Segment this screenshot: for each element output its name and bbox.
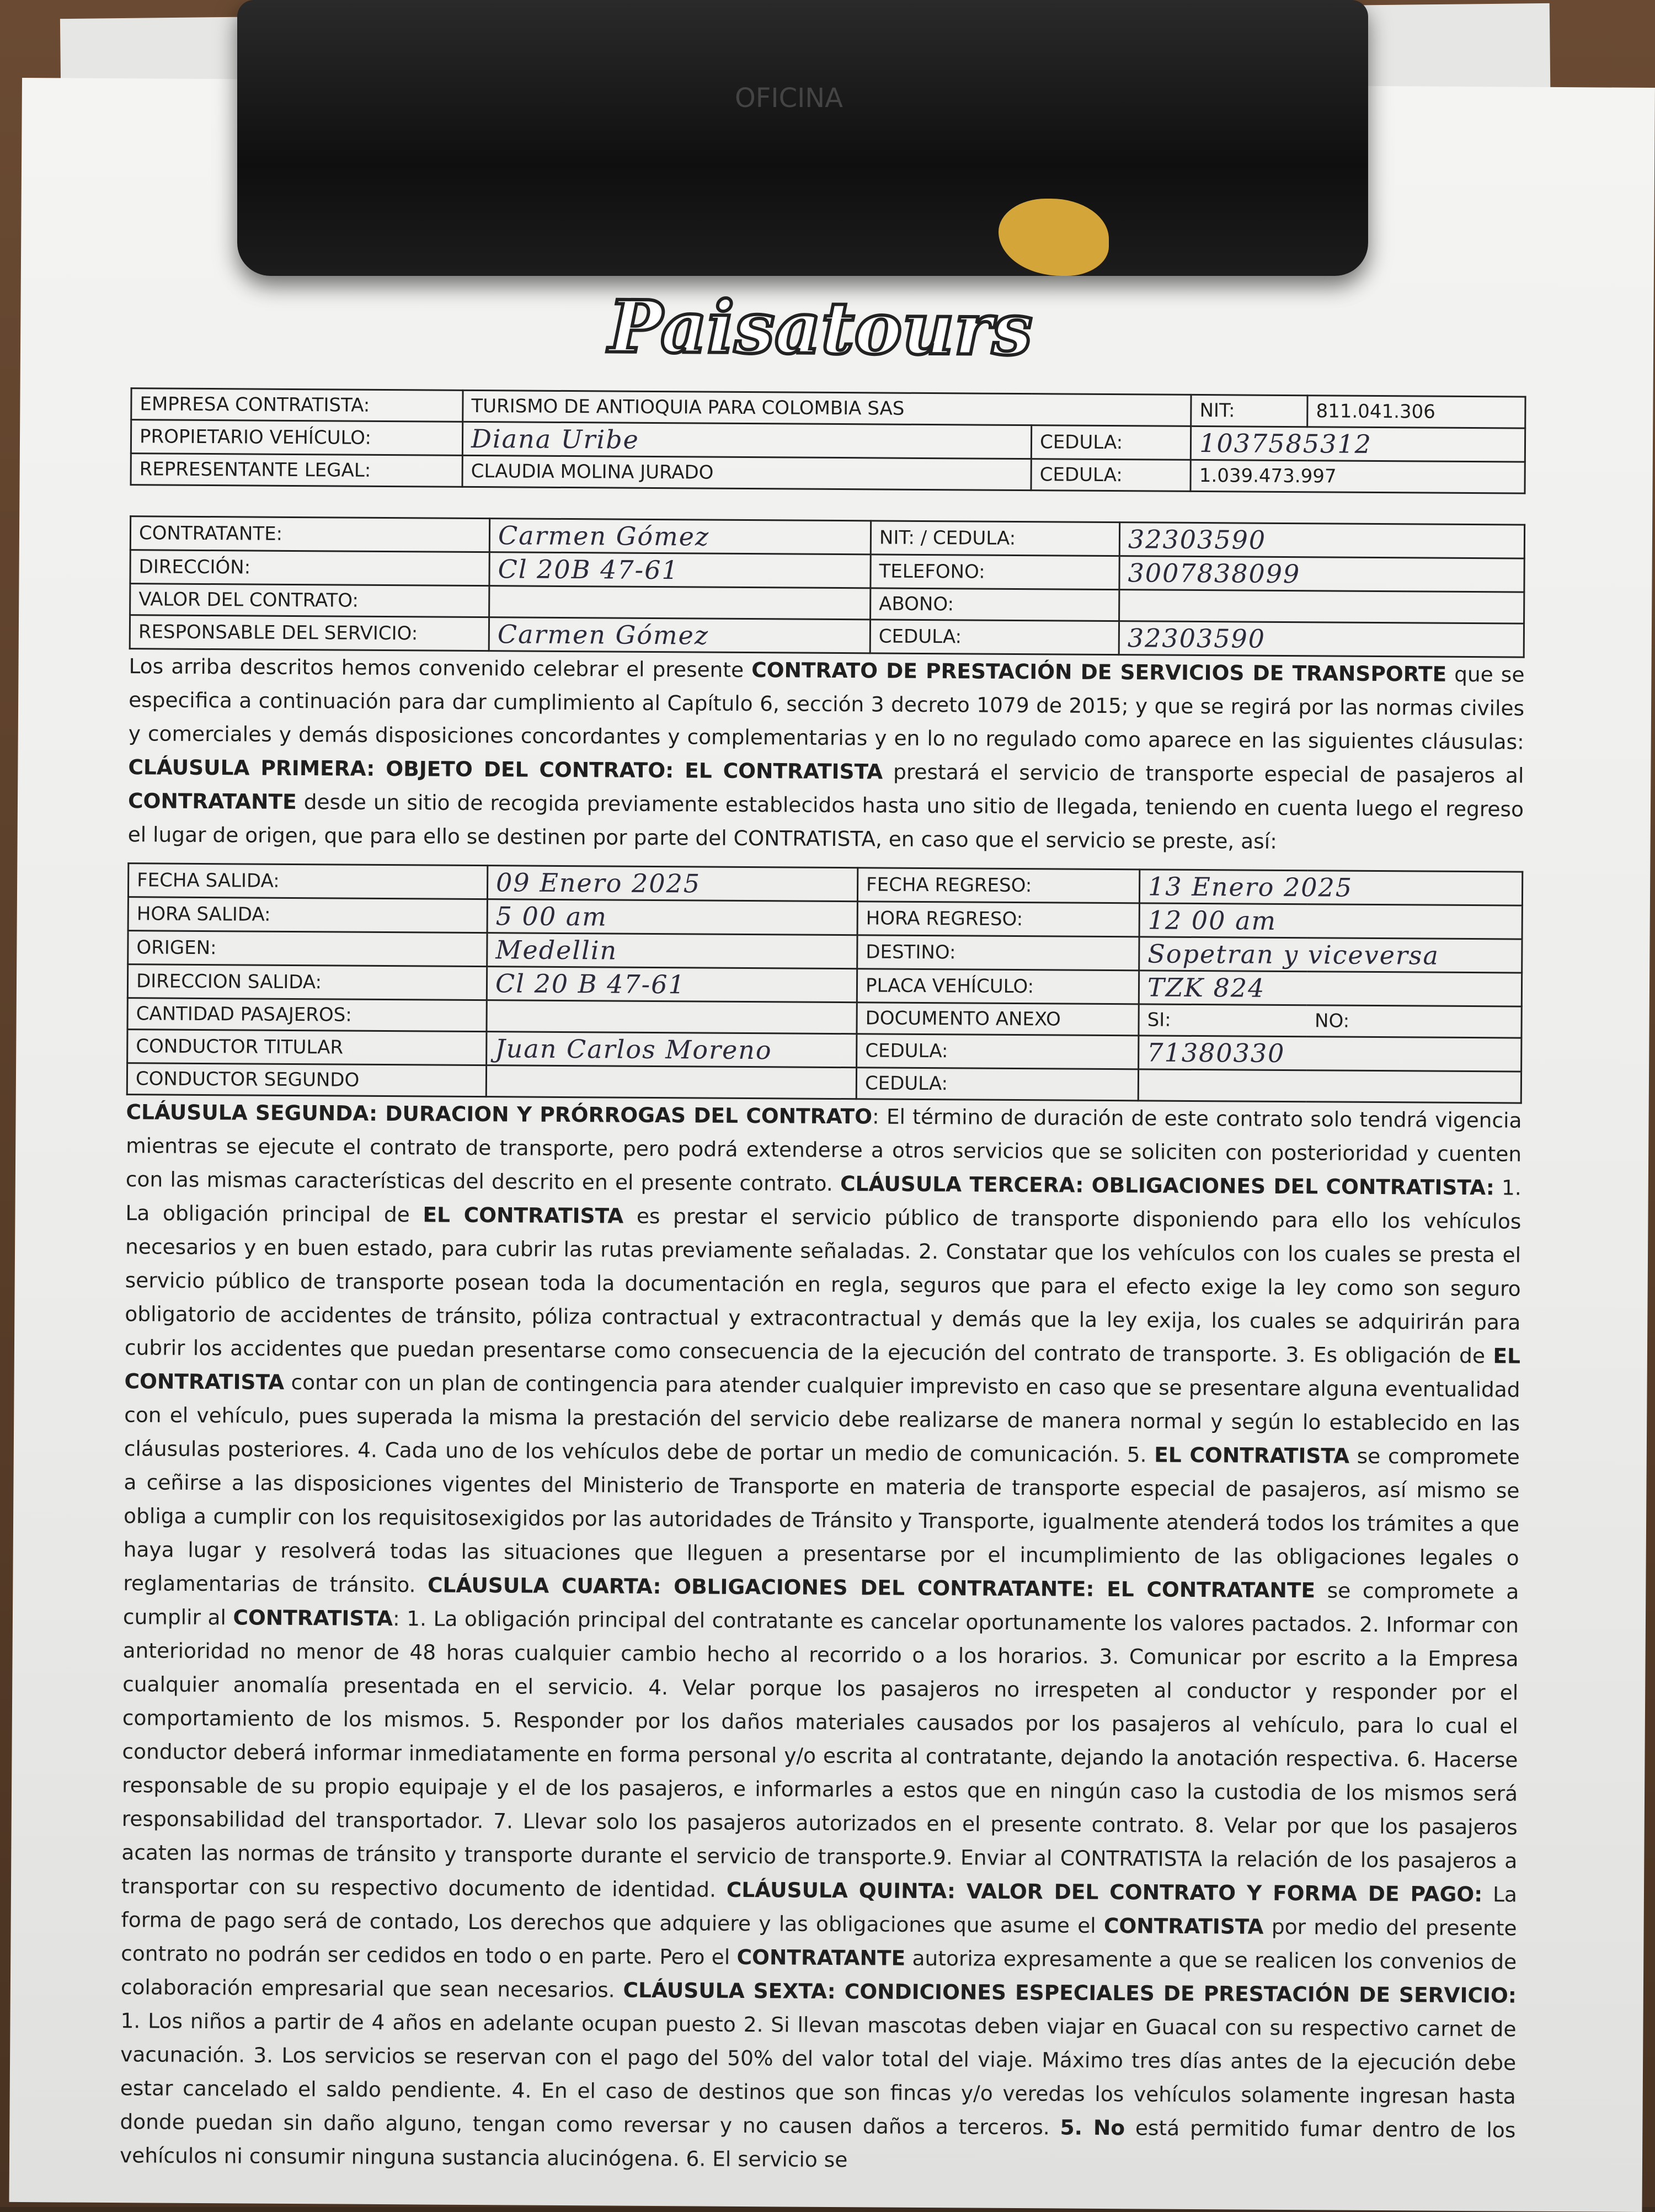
clause-3-bold-b: EL CONTRATISTA [423, 1202, 624, 1228]
direccion-value: Cl 20B 47-61 [489, 552, 871, 588]
clause-4-text-a: se compromete a cumplir al [122, 1578, 1519, 1630]
contract-content [120, 387, 1526, 2181]
intro-paragraph [127, 649, 1524, 860]
intro-bold-2: CONTRATANTE [127, 788, 297, 814]
hora-regreso-label: HORA REGRESO: [857, 902, 1139, 937]
company-logo [572, 274, 1069, 387]
contratante-label: CONTRATANTE: [130, 516, 489, 552]
clause-2-text: : El término de duración de este contrato solo tendrá vigencia mientras se ejecute el contrato de transporte, pero podrá extenderse a otros servicios que se soliciten con posterioridad y cuenten con las mismas características del descrito en el presente contrato. [125, 1104, 1522, 1196]
conductor-segundo-cedula [1138, 1069, 1521, 1103]
nit-label: NIT: [1191, 395, 1307, 427]
contract-paper [9, 78, 1655, 2212]
nit-cedula-value: 32303590 [1119, 523, 1524, 558]
company-table [130, 387, 1526, 494]
direccion-label: DIRECCIÓN: [130, 550, 489, 586]
propietario-label: PROPIETARIO VEHÍCULO: [131, 420, 462, 456]
conductor-segundo-value [486, 1065, 856, 1099]
clause-3-bold-d: EL CONTRATISTA [124, 1344, 1521, 1394]
clause-3-title: CLÁUSULA TERCERA: OBLIGACIONES DEL CONTRATISTA: [840, 1171, 1494, 1200]
conductor-segundo-cedula-label: CEDULA: [856, 1068, 1138, 1101]
conductor-segundo-label: CONDUCTOR SEGUNDO [127, 1063, 486, 1097]
contratante-value: Carmen Gómez [489, 519, 871, 555]
nit-cedula-label: NIT: / CEDULA: [871, 521, 1119, 556]
clause-2-title: CLÁUSULA SEGUNDA: DURACION Y PRÓRROGAS DEL CONTRATO [126, 1100, 873, 1129]
abono-value [1119, 590, 1524, 623]
conductor-titular-cedula: 71380330 [1139, 1036, 1521, 1072]
destino-label: DESTINO: [857, 935, 1139, 971]
clause-3-bold-f: EL CONTRATISTA [1154, 1442, 1350, 1468]
clause-6-title: CLÁUSULA SEXTA: CONDICIONES ESPECIALES DE PRESTACIÓN DE SERVICIO: [623, 1978, 1517, 2008]
direccion-salida-label: DIRECCION SALIDA: [127, 964, 487, 1000]
origen-value: Medellin [487, 933, 857, 969]
hora-salida-label: HORA SALIDA: [128, 897, 487, 933]
no-label: NO: [1307, 1005, 1521, 1038]
clause-5-text-e: autoriza expresamente a que se realicen los convenios de colaboración empresarial que sean necesarios. [120, 1946, 1517, 2002]
clip-stain [999, 199, 1109, 276]
clause-3-text-a: 1. La obligación principal de [125, 1175, 1521, 1227]
conductor-titular-value: Juan Carlos Moreno [487, 1032, 857, 1068]
direccion-salida-value: Cl 20 B 47-61 [487, 967, 857, 1003]
conductor-titular-cedula-label: CEDULA: [857, 1034, 1139, 1069]
conductor-titular-label: CONDUCTOR TITULAR [127, 1030, 487, 1065]
fecha-regreso-label: FECHA REGRESO: [857, 868, 1139, 903]
clause-5-bold-d: CONTRATANTE [736, 1944, 906, 1970]
binder-clip [237, 0, 1368, 276]
clause-5-title: CLÁUSULA QUINTA: VALOR DEL CONTRATO Y FORMA DE PAGO: [726, 1877, 1483, 1907]
clause-6-bold-b: 5. No [1060, 2115, 1125, 2140]
logo-text: Paisatours [608, 284, 1033, 372]
clause-6-text-a: 1. Los niños a partir de 4 años en adelante ocupan puesto 2. Si llevan mascotas deben viajar en Guacal con su respectivo carnet de vacunación. 3. Los servicios se reservan con el pago del 50% del valor total del viaje. Máximo tres días antes de la ejecución debe estar cancelado el saldo pendiente. 4. En el caso de destinos que son fincas y/o veredas los vehículos solamente ingresan hasta donde puedan sin daño alguno, tengan como reversar y no causen daños a terceros. [120, 2008, 1517, 2140]
telefono-label: TELEFONO: [871, 555, 1119, 590]
clause-5-text-a: La forma de pago será de contado, Los derechos que adquiere y las obligaciones que asume el [121, 1882, 1518, 1938]
responsable-label: RESPONSABLE DEL SERVICIO: [130, 615, 489, 651]
origen-label: ORIGEN: [128, 931, 487, 967]
valor-value [489, 586, 871, 620]
hora-salida-value: 5 00 am [487, 899, 857, 935]
clause-6-text-c: está permitido fumar dentro de los vehículos ni consumir ninguna sustancia alucinógena. 6. El servicio se [119, 2115, 1516, 2172]
abono-label: ABONO: [871, 588, 1119, 621]
hora-regreso-value: 12 00 am [1139, 903, 1522, 939]
valor-label: VALOR DEL CONTRATO: [130, 584, 489, 617]
placa-label: PLACA VEHÍCULO: [857, 969, 1139, 1004]
clause-4-text-c: : 1. La obligación principal del contratante es cancelar oportunamente los valores pactados. 2. Informar con anterioridad no menor de 48 horas cualquier cambio hecho al recorrido o a los horarios. 3. Comunicar por escrito a la Empresa cualquier anomalía presentada en el servicio. 4. Velar porque los pasajeros no irrespeten al conductor y responder por el comportamiento de los mismos. 5. Responder por los daños materiales causados por los pasajeros al vehículo, para lo cual el conductor deberá informar inmediatamente en forma personal y/o escrita al contratante, dejando la anotación respectiva. 6. Hacerse responsable de su propio equipaje y el de los pasajeros, e informarles a estos que en ningún caso la custodia de los mismos será responsabilidad del transportador. 7. Llevar solo los pasajeros autorizados en el presente contrato. 8. Velar por que los pasajeros acaten las normas de tránsito y transporte durante el servicio de transporte.9. Enviar al CONTRATISTA la relación de los pasajeros a transportar con su respectivo documento de identidad. [121, 1606, 1519, 1902]
fecha-regreso-value: 13 Enero 2025 [1139, 870, 1522, 905]
propietario-cedula-label: CEDULA: [1031, 425, 1191, 460]
intro-text-2: que se especifica a continuación para dar cumplimiento al Capítulo 6, sección 3 decreto 1079 de 2015; y que se regirá por las normas civiles y comerciales y demás disposiciones concordantes y complementarias y en lo no regulado como aparece en las siguientes cláusulas: [128, 662, 1525, 754]
clause-3-text-c: es prestar el servicio público de transporte disponiendo para ello los vehículos necesarios y en buen estado, para cubrir las rutas previamente señaladas. 2. Constatar que los vehículos con los cuales se presta el servicio público de transporte posean toda la documentación en regla, seguros que para el efecto exige la ley como son seguro obligatorio de accidentes de tránsito, póliza contractual y extracontractual y demás que la ley exija, los cuales se adquirirán para cubrir los accidentes que puedan presentarse como consecuencia de la ejecución del contrato de transporte. 3. Es obligación de [124, 1203, 1521, 1368]
intro-bold-1: CONTRATO DE PRESTACIÓN DE SERVICIOS DE TRANSPORTE [751, 658, 1447, 686]
responsable-cedula: 32303590 [1119, 621, 1524, 657]
telefono-value: 3007838099 [1119, 556, 1524, 592]
empresa-label: EMPRESA CONTRATISTA: [131, 388, 463, 422]
contratante-table [129, 515, 1525, 658]
propietario-cedula: 1037585312 [1191, 426, 1525, 462]
clause-4-title: CLÁUSULA CUARTA: OBLIGACIONES DEL CONTRATANTE: EL CONTRATANTE [427, 1573, 1316, 1603]
intro-text-3: prestará el servicio de transporte especial de pasajeros al [883, 759, 1524, 788]
intro-text-1: Los arriba descritos hemos convenido celebrar el presente [129, 654, 752, 683]
representante-value: CLAUDIA MOLINA JURADO [462, 455, 1031, 490]
nit-value: 811.041.306 [1307, 396, 1525, 428]
propietario-value: Diana Uribe [462, 422, 1031, 459]
fecha-salida-label: FECHA SALIDA: [128, 864, 487, 899]
representante-cedula-label: CEDULA: [1031, 459, 1191, 492]
cantidad-label: CANTIDAD PASAJEROS: [127, 998, 487, 1032]
cantidad-value [487, 1000, 857, 1034]
responsable-value: Carmen Gómez [489, 617, 870, 653]
clause-5-bold-b: CONTRATISTA [1103, 1913, 1264, 1939]
responsable-cedula-label: CEDULA: [870, 620, 1119, 655]
clause-3-text-g: se compromete a ceñirse a las disposiciones vigentes del Ministerio de Transporte en materia de transporte especial de pasajeros, así mismo se obliga a cumplir con los requisitosexigidos por las autoridades de Tránsito y Transporte, igualmente atenderá todos los trámites a que haya lugar y resolverá todas las situaciones que lleguen a presentarse por el incumplimiento de las obligaciones legales o reglamentarias de tránsito. [123, 1443, 1520, 1597]
placa-value: TZK 824 [1139, 971, 1521, 1006]
clause-3-text-e: contar con un plan de contingencia para atender cualquier imprevisto en caso que se presentare alguna eventualidad con el vehículo, pues superada la misma la prestación del servicio debe realizarse de manera normal y según lo establecido en las cláusulas posteriores. 4. Cada uno de los vehículos debe de portar un medio de comunicación. 5. [124, 1369, 1520, 1467]
representante-label: REPRESENTANTE LEGAL: [131, 454, 462, 487]
clause-1-title: CLÁUSULA PRIMERA: OBJETO DEL CONTRATO: EL CONTRATISTA [128, 755, 883, 784]
empresa-value: TURISMO DE ANTIOQUIA PARA COLOMBIA SAS [463, 390, 1191, 426]
si-label: SI: [1139, 1004, 1307, 1037]
clauses-paragraph [120, 1095, 1522, 2181]
representante-cedula: 1.039.473.997 [1190, 460, 1525, 493]
trip-table [126, 862, 1524, 1104]
clause-4-bold-b: CONTRATISTA [233, 1605, 393, 1631]
fecha-salida-value: 09 Enero 2025 [487, 866, 857, 902]
clause-5-text-c: por medio del presente contrato no podrán ser cedidos en todo o en parte. Pero el [121, 1914, 1517, 1969]
clip-engraving: OFICINA [735, 83, 843, 114]
destino-value: Sopetran y viceversa [1139, 937, 1522, 973]
intro-text-4: desde un sitio de recogida previamente establecidos hasta uno sitio de llegada, teniendo en cuenta luego el regreso el lugar de origen, que para ello se destinen por parte del CONTRATISTA, en caso que el servicio se preste, así: [127, 790, 1524, 854]
documento-anexo-label: DOCUMENTO ANEXO [857, 1003, 1139, 1036]
